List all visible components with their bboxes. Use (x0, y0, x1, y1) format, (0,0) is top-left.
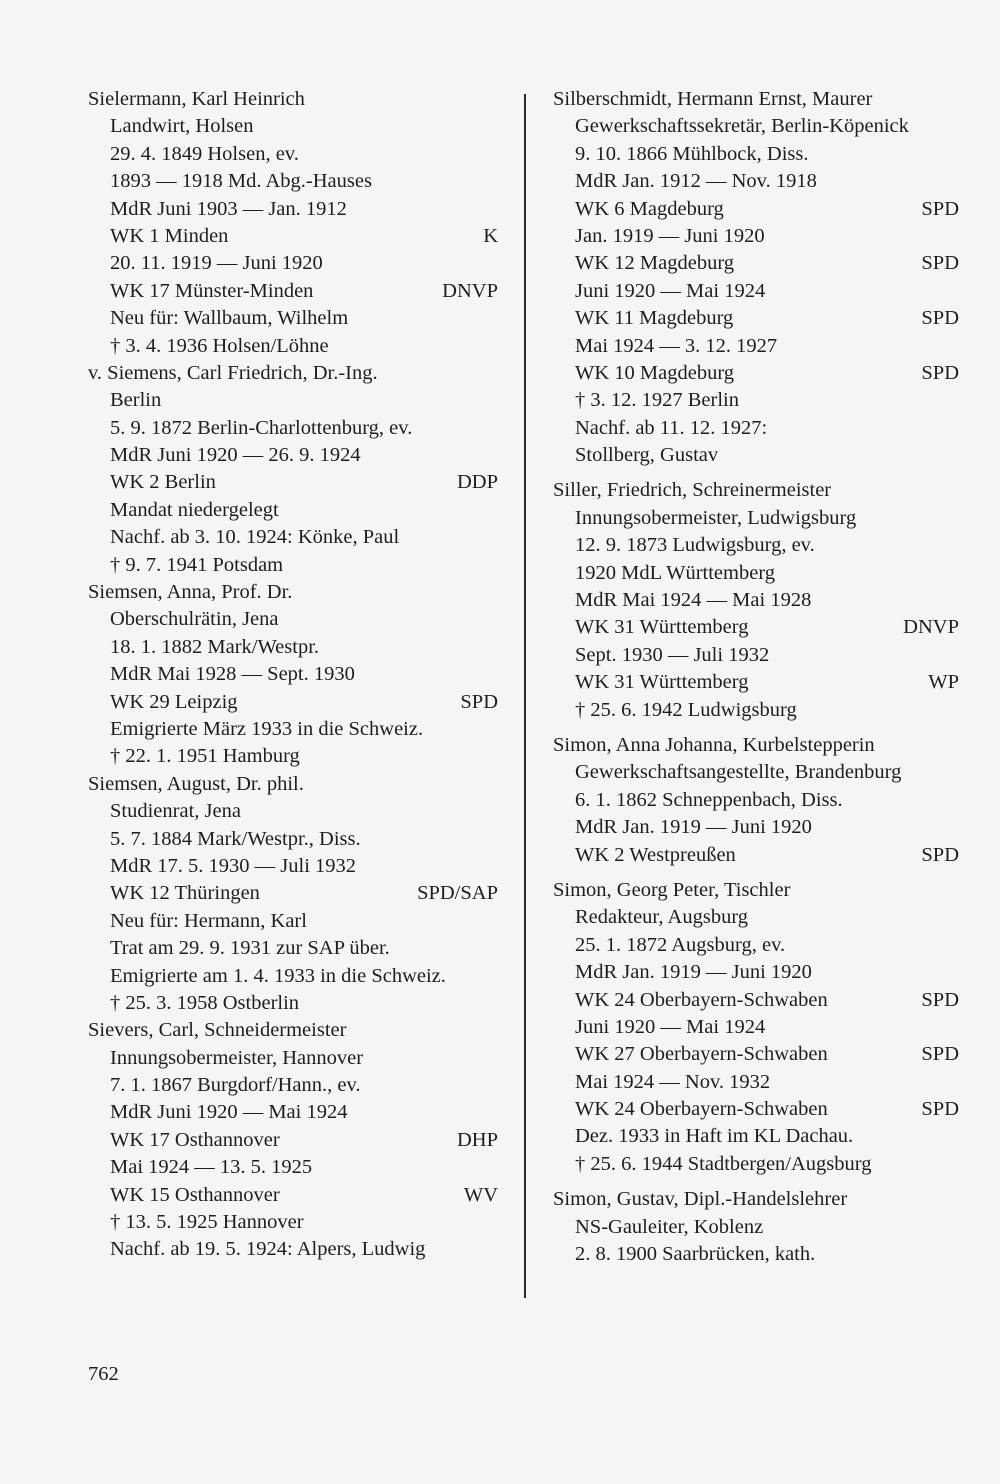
entry-detail-line (88, 716, 498, 743)
line-text: † 3. 12. 1927 Berlin (575, 389, 739, 412)
line-text: MdR 17. 5. 1930 — Juli 1932 (110, 854, 357, 877)
line-text: MdR Jan. 1919 — Juni 1920 (575, 816, 812, 839)
entry-detail-line (88, 1209, 498, 1236)
biography-entry (553, 1186, 959, 1268)
line-text: 18. 1. 1882 Mark/Westpr. (110, 635, 320, 658)
line-text: Juni 1920 — Mai 1924 (575, 279, 766, 302)
line-text: Innungsobermeister, Ludwigsburg (575, 506, 857, 529)
line-text: † 25. 3. 1958 Ostberlin (110, 991, 300, 1014)
entry-name-line (553, 86, 959, 113)
entry-detail-line (88, 141, 498, 168)
line-text: 25. 1. 1872 Augsburg, ev. (575, 933, 786, 956)
line-text: Jan. 1919 — Juni 1920 (575, 224, 765, 247)
entry-detail-line (88, 442, 498, 469)
line-text: Trat am 29. 9. 1931 zur SAP über. (110, 937, 390, 960)
entry-name-line (88, 86, 498, 113)
entry-name-line (553, 477, 959, 504)
party-label: DDP (456, 471, 498, 494)
line-text: WK 12 Magdeburg (575, 252, 735, 275)
line-text: Nachf. ab 19. 5. 1924: Alpers, Ludwig (110, 1238, 426, 1261)
entry-detail-line (88, 1236, 498, 1263)
entry-detail-line (88, 661, 498, 688)
entry-detail-line (553, 1041, 959, 1068)
entry-detail-line (553, 1214, 959, 1241)
entry-detail-line (553, 1241, 959, 1268)
line-text: WK 15 Osthannover (110, 1183, 280, 1206)
entry-detail-line (553, 759, 959, 786)
line-text: WK 6 Magdeburg (575, 197, 724, 220)
entry-detail-line (88, 689, 498, 716)
party-label: DNVP (442, 279, 498, 302)
line-text: WK 2 Westpreußen (575, 843, 736, 866)
line-text: Landwirt, Holsen (110, 115, 254, 138)
entry-name-line (553, 1186, 959, 1213)
entry-detail-line (88, 798, 498, 825)
entry-detail-line (553, 587, 959, 614)
line-text: WK 27 Oberbayern-Schwaben (575, 1043, 828, 1066)
line-text: Siemsen, August, Dr. phil. (88, 772, 304, 795)
entry-detail-line (553, 141, 959, 168)
party-label: SPD/SAP (417, 882, 498, 905)
entry-detail-line (88, 113, 498, 140)
entry-detail-line (88, 305, 498, 332)
biography-entry (88, 579, 498, 771)
entry-detail-line (88, 1127, 498, 1154)
line-text: MdR Jan. 1912 — Nov. 1918 (575, 170, 817, 193)
line-text: † 25. 6. 1942 Ludwigsburg (575, 698, 797, 721)
party-label: WV (463, 1183, 498, 1206)
line-text: Nachf. ab 3. 10. 1924: Könke, Paul (110, 526, 400, 549)
line-text: Juni 1920 — Mai 1924 (575, 1015, 766, 1038)
line-text: Oberschulrätin, Jena (110, 608, 279, 631)
entry-detail-line (553, 278, 959, 305)
line-text: Sievers, Carl, Schneidermeister (88, 1019, 347, 1042)
line-text: Redakteur, Augsburg (575, 906, 749, 929)
line-text: Dez. 1933 in Haft im KL Dachau. (575, 1125, 854, 1148)
entry-detail-line (88, 552, 498, 579)
line-text: Stollberg, Gustav (575, 444, 719, 467)
line-text: Neu für: Wallbaum, Wilhelm (110, 307, 349, 330)
entry-detail-line (553, 505, 959, 532)
entry-detail-line (88, 524, 498, 551)
party-label: SPD (921, 988, 959, 1011)
line-text: † 22. 1. 1951 Hamburg (110, 745, 300, 768)
biography-entry (88, 360, 498, 579)
line-text: Simon, Gustav, Dipl.-Handelslehrer (553, 1188, 848, 1211)
line-text: 6. 1. 1862 Schneppenbach, Diss. (575, 788, 843, 811)
entry-detail-line (88, 1045, 498, 1072)
entry-detail-line (553, 305, 959, 332)
party-label: DNVP (903, 616, 959, 639)
entry-name-line (88, 1017, 498, 1044)
line-text: WK 11 Magdeburg (575, 307, 734, 330)
entry-detail-line (88, 743, 498, 770)
entry-detail-line (553, 1151, 959, 1178)
entry-detail-line (88, 606, 498, 633)
entry-detail-line (553, 669, 959, 696)
entry-detail-line (553, 932, 959, 959)
entry-detail-line (88, 1154, 498, 1181)
biography-entry (553, 732, 959, 869)
entry-detail-line (553, 532, 959, 559)
line-text: WK 31 Württemberg (575, 616, 749, 639)
entry-detail-line (88, 963, 498, 990)
entry-detail-line (88, 1072, 498, 1099)
entry-detail-line (88, 853, 498, 880)
entry-detail-line (553, 642, 959, 669)
entry-detail-line (553, 168, 959, 195)
biography-entry (88, 86, 498, 360)
line-text: Simon, Anna Johanna, Kurbelstepperin (553, 733, 875, 756)
entry-detail-line (88, 196, 498, 223)
line-text: Siller, Friedrich, Schreinermeister (553, 479, 832, 502)
entry-detail-line (88, 278, 498, 305)
line-text: † 3. 4. 1936 Holsen/Löhne (110, 334, 329, 357)
entry-detail-line (88, 333, 498, 360)
line-text: WK 31 Württemberg (575, 671, 749, 694)
entry-detail-line (88, 1099, 498, 1126)
entry-detail-line (553, 333, 959, 360)
page-number: 762 (88, 1363, 119, 1385)
line-text: 5. 7. 1884 Mark/Westpr., Diss. (110, 827, 361, 850)
biography-entry (88, 771, 498, 1018)
entry-name-line (88, 771, 498, 798)
entry-name-line (88, 579, 498, 606)
line-text: NS-Gauleiter, Koblenz (575, 1215, 764, 1238)
party-label: DHP (456, 1128, 498, 1151)
line-text: Silberschmidt, Hermann Ernst, Maurer (553, 88, 873, 110)
line-text: Mai 1924 — 13. 5. 1925 (110, 1156, 313, 1179)
entry-detail-line (88, 908, 498, 935)
entry-name-line (88, 360, 498, 387)
entry-detail-line (88, 223, 498, 250)
column-divider (524, 94, 526, 1298)
line-text: 1920 MdL Württemberg (575, 561, 776, 584)
line-text: Simon, Georg Peter, Tischler (553, 878, 791, 901)
entry-detail-line (88, 250, 498, 277)
line-text: Emigrierte März 1933 in die Schweiz. (110, 717, 424, 740)
line-text: 5. 9. 1872 Berlin-Charlottenburg, ev. (110, 416, 413, 439)
entry-detail-line (553, 987, 959, 1014)
line-text: 9. 10. 1866 Mühlbock, Diss. (575, 142, 809, 165)
line-text: WK 12 Thüringen (110, 882, 260, 905)
entry-detail-line (88, 826, 498, 853)
line-text: 2. 8. 1900 Saarbrücken, kath. (575, 1243, 816, 1266)
line-text: WK 2 Berlin (110, 471, 216, 494)
line-text: WK 24 Oberbayern-Schwaben (575, 988, 828, 1011)
line-text: 7. 1. 1867 Burgdorf/Hann., ev. (110, 1074, 361, 1097)
entry-detail-line (553, 904, 959, 931)
line-text: 20. 11. 1919 — Juni 1920 (110, 252, 323, 275)
entry-detail-line (88, 387, 498, 414)
line-text: † 25. 6. 1944 Stadtbergen/Augsburg (575, 1152, 872, 1175)
entry-detail-line (553, 1123, 959, 1150)
entry-detail-line (88, 168, 498, 195)
entry-detail-line (553, 387, 959, 414)
entry-detail-line (553, 959, 959, 986)
line-text: v. Siemens, Carl Friedrich, Dr.-Ing. (88, 361, 378, 384)
entry-detail-line (88, 935, 498, 962)
line-text: Mai 1924 — Nov. 1932 (575, 1070, 771, 1093)
line-text: Berlin (110, 389, 162, 412)
entry-detail-line (88, 634, 498, 661)
party-label: SPD (921, 1043, 959, 1066)
line-text: WK 24 Oberbayern-Schwaben (575, 1098, 828, 1121)
entry-name-line (553, 732, 959, 759)
line-text: WK 17 Münster-Minden (110, 279, 314, 302)
entry-detail-line (553, 196, 959, 223)
line-text: Innungsobermeister, Hannover (110, 1046, 364, 1069)
biography-entry (553, 877, 959, 1178)
entry-detail-line (553, 697, 959, 724)
line-text: Studienrat, Jena (110, 800, 241, 823)
line-text: Nachf. ab 11. 12. 1927: (575, 416, 768, 439)
entry-name-line (553, 877, 959, 904)
line-text: 29. 4. 1849 Holsen, ev. (110, 142, 299, 165)
entry-detail-line (553, 842, 959, 869)
entry-detail-line (553, 1014, 959, 1041)
line-text: † 9. 7. 1941 Potsdam (110, 553, 284, 576)
entry-detail-line (88, 1182, 498, 1209)
entry-detail-line (553, 113, 959, 140)
line-text: MdR Mai 1928 — Sept. 1930 (110, 663, 355, 686)
entry-detail-line (88, 469, 498, 496)
entry-detail-line (553, 415, 959, 442)
biography-entry (88, 1017, 498, 1264)
biography-entry (553, 477, 959, 724)
party-label: WP (928, 671, 959, 694)
line-text: WK 1 Minden (110, 224, 229, 247)
line-text: 1893 — 1918 Md. Abg.-Hauses (110, 170, 372, 193)
party-label: SPD (921, 307, 959, 330)
entry-detail-line (553, 1096, 959, 1123)
party-label: SPD (921, 843, 959, 866)
entry-detail-line (88, 497, 498, 524)
line-text: WK 10 Magdeburg (575, 361, 735, 384)
entry-detail-line (88, 880, 498, 907)
entry-detail-line (553, 442, 959, 469)
entry-detail-line (553, 787, 959, 814)
party-label: SPD (921, 361, 959, 384)
entry-detail-line (553, 614, 959, 641)
entry-detail-line (553, 223, 959, 250)
line-text: Mai 1924 — 3. 12. 1927 (575, 334, 778, 357)
line-text: MdR Juni 1920 — 26. 9. 1924 (110, 444, 361, 467)
biography-entry (553, 86, 959, 469)
entry-detail-line (553, 1069, 959, 1096)
line-text: 12. 9. 1873 Ludwigsburg, ev. (575, 534, 815, 557)
right-column (553, 86, 959, 1268)
line-text: MdR Juni 1903 — Jan. 1912 (110, 197, 347, 220)
party-label: SPD (921, 197, 959, 220)
line-text: Sielermann, Karl Heinrich (88, 88, 305, 110)
party-label: SPD (460, 690, 498, 713)
line-text: WK 17 Osthannover (110, 1128, 280, 1151)
line-text: MdR Jan. 1919 — Juni 1920 (575, 961, 812, 984)
entry-detail-line (553, 814, 959, 841)
entry-detail-line (553, 560, 959, 587)
line-text: Sept. 1930 — Juli 1932 (575, 643, 770, 666)
line-text: MdR Mai 1924 — Mai 1928 (575, 589, 812, 612)
line-text: Gewerkschaftsangestellte, Brandenburg (575, 761, 902, 784)
line-text: Mandat niedergelegt (110, 498, 279, 521)
entry-detail-line (553, 250, 959, 277)
line-text: WK 29 Leipzig (110, 690, 238, 713)
party-label: SPD (921, 252, 959, 275)
party-label: SPD (921, 1098, 959, 1121)
line-text: † 13. 5. 1925 Hannover (110, 1211, 304, 1234)
party-label: K (483, 224, 498, 247)
line-text: Neu für: Hermann, Karl (110, 909, 307, 932)
entry-detail-line (553, 360, 959, 387)
line-text: Emigrierte am 1. 4. 1933 in die Schweiz. (110, 964, 446, 987)
left-column (88, 86, 498, 1264)
entry-detail-line (88, 415, 498, 442)
line-text: MdR Juni 1920 — Mai 1924 (110, 1101, 348, 1124)
entry-detail-line (88, 990, 498, 1017)
line-text: Siemsen, Anna, Prof. Dr. (88, 581, 293, 604)
line-text: Gewerkschaftssekretär, Berlin-Köpenick (575, 115, 909, 138)
